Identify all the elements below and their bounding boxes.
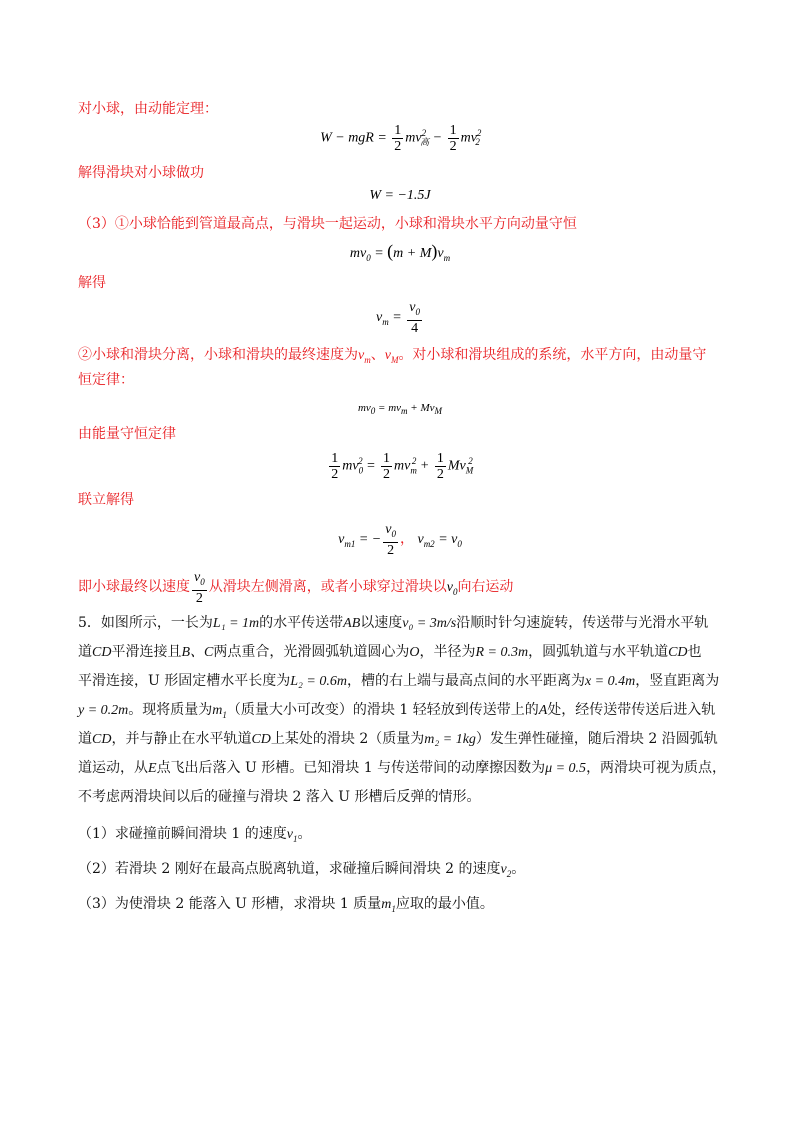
var-BC: B、C xyxy=(181,645,214,660)
problem-5-line-4: y = 0.2m。现将质量为$m_1$（质量大小可改变）的滑块 1 轻轻放到传送带上的A处，经传送带传送后进入轨 xyxy=(78,702,716,720)
problem-5-line-1 xyxy=(78,612,708,635)
equation-work-energy: W − mgR = $\frac{1}{2}$ $mv^2_高$ − $\frac{1}{2}$ $mv^2_2$ xyxy=(320,122,482,154)
p2d: ，半径为 xyxy=(419,644,476,660)
p3b: ，槽的右上端与最高点间的水平距离为 xyxy=(346,673,585,689)
p4b: （质量大小可改变）的滑块 1 轻轻放到传送带上的 xyxy=(226,702,539,718)
p1b: 的水平传送带 xyxy=(259,615,344,631)
p1c: 以速度 xyxy=(360,615,403,631)
p2f: 也 xyxy=(687,644,702,660)
p1a: 5．如图所示，一长为 xyxy=(78,615,213,631)
q2a: （2）若滑块 2 刚好在最高点脱离轨道，求碰撞后瞬间滑块 2 的速度 xyxy=(78,861,501,877)
p2a: 道 xyxy=(78,644,92,660)
text-separation-a: ②小球和滑块分离，小球和滑块的最终速度为 xyxy=(78,347,358,363)
text-conclusion-a: 即小球最终以速度 xyxy=(78,579,190,596)
q3b: 应取的最小值。 xyxy=(395,896,494,912)
var-A: A xyxy=(538,703,548,718)
text-conclusion-b: 从滑块左侧滑离，或者小球穿过滑块以 xyxy=(208,579,447,596)
problem-5-line-2 xyxy=(78,641,702,664)
p5d: ）发生弹性碰撞，随后滑块 2 沿圆弧轨 xyxy=(475,731,718,747)
p5a: 道 xyxy=(78,731,92,747)
text-separation-c: 。对小球和滑块组成的系统，水平方向，由动量守 xyxy=(398,347,707,363)
p6c: ，两滑块可视为质点， xyxy=(586,760,727,776)
p2c: 两点重合，光滑圆弧轨道圆心为 xyxy=(213,644,410,660)
q1a: （1）求碰撞前瞬间滑块 1 的速度 xyxy=(78,826,287,842)
eq-L1: L₁ = 1m xyxy=(212,616,260,631)
eq-R: R = 0.3m xyxy=(475,645,529,660)
q1b: 。 xyxy=(297,826,312,842)
equation-final-velocities: $v_{m1}$ = − $\frac{v_0}{2}$ ， $v_{m2} = v_0$ xyxy=(338,522,462,558)
eq-y: y = 0.2m xyxy=(78,703,129,718)
eq-x: x = 0.4m xyxy=(584,674,636,689)
var-CD-3: CD xyxy=(92,732,112,747)
question-1: （1）求碰撞前瞬间滑块 1 的速度$v_1$。 xyxy=(78,826,312,844)
text-line-conclusion: 即小球最终以速度 $\frac{v_0}{2}$ 从滑块左侧滑离，或者小球穿过滑块以$v_0$向右运动 xyxy=(78,570,514,606)
q2b: 。 xyxy=(511,861,526,877)
question-3: （3）为使滑块 2 能落入 U 形槽，求滑块 1 质量$m_1$应取的最小值。 xyxy=(78,896,494,914)
p2e: ，圆弧轨道与水平轨道 xyxy=(528,644,669,660)
equation-vm: $v_m$ = $\frac{v_0}{4}$ xyxy=(376,300,420,336)
text-separation-b: 、 xyxy=(370,347,385,363)
problem-5-line-3 xyxy=(78,670,719,693)
eq-m2: m₂ = 1kg xyxy=(424,732,476,747)
var-CD-4: CD xyxy=(251,732,271,747)
equation-work-value: W = −1.5J xyxy=(369,188,431,203)
text-line-work-result: 解得滑块对小球做功 xyxy=(78,165,204,181)
var-CD: CD xyxy=(92,645,112,660)
var-O: O xyxy=(409,645,420,660)
text-line-kinetic-energy-theorem: 对小球，由动能定理： xyxy=(78,101,218,117)
text-line-energy-law: 由能量守恒定律 xyxy=(78,426,176,442)
var-CD-2: CD xyxy=(668,645,688,660)
problem-5-line-5 xyxy=(78,728,718,751)
p5b: ，并与静止在水平轨道 xyxy=(111,731,252,747)
p3c: ，竖直距离为 xyxy=(635,673,720,689)
problem-5-line-7: 不考虑两滑块间以后的碰撞与滑块 2 落入 U 形槽后反弹的情形。 xyxy=(78,789,481,805)
text-line-part3-momentum: （3）①小球恰能到管道最高点，与滑块一起运动，小球和滑块水平方向动量守恒 xyxy=(78,216,577,232)
p6a: 道运动，从 xyxy=(78,760,148,776)
text-line-combined: 联立解得 xyxy=(78,492,134,508)
eq-mu: μ = 0.5 xyxy=(545,761,587,776)
question-2: （2）若滑块 2 刚好在最高点脱离轨道，求碰撞后瞬间滑块 2 的速度$v_2$。 xyxy=(78,861,526,879)
text-line-solve: 解得 xyxy=(78,275,106,291)
equation-energy-conservation: $\frac{1}{2}$ $mv_0^2$ = $\frac{1}{2}$ $mv_m^2$ + $\frac{1}{2}$ $Mv_M^2$ xyxy=(331,450,474,482)
p5c: 上某处的滑块 2（质量为 xyxy=(270,731,425,747)
var-E: E xyxy=(148,761,157,776)
var-AB: AB xyxy=(343,616,361,631)
problem-5-line-6 xyxy=(78,757,726,780)
p4c: 处，经传送带传送后进入轨 xyxy=(547,702,716,718)
p1d: 沿顺时针匀速旋转，传送带与光滑水平轨 xyxy=(456,615,709,631)
eq-L2: L₂ = 0.6m xyxy=(290,674,347,689)
text-conclusion-c: 向右运动 xyxy=(457,579,514,596)
text-line-separation: ②小球和滑块分离，小球和滑块的最终速度为$v_m$、$v_M$。对小球和滑块组成的系统，水平方向，由动量守 xyxy=(78,347,707,365)
eq-v0: v₀ = 3m/s xyxy=(402,616,457,631)
p6b: 点飞出后落入 U 形槽。已知滑块 1 与传送带间的动摩擦因数为 xyxy=(156,760,546,776)
equation-momentum-common: $mv_0 = (m + M)v_m$ xyxy=(349,241,451,263)
p4a: 。现将质量为 xyxy=(128,702,213,718)
equation-momentum-conservation: $mv_0 = mv_m + Mv_M$ xyxy=(357,402,443,417)
text-line-momentum-law: 恒定律： xyxy=(78,372,134,388)
q3a: （3）为使滑块 2 能落入 U 形槽，求滑块 1 质量 xyxy=(78,896,382,912)
p3a: 平滑连接，U 形固定槽水平长度为 xyxy=(78,673,291,689)
p2b: 平滑连接且 xyxy=(111,644,182,660)
